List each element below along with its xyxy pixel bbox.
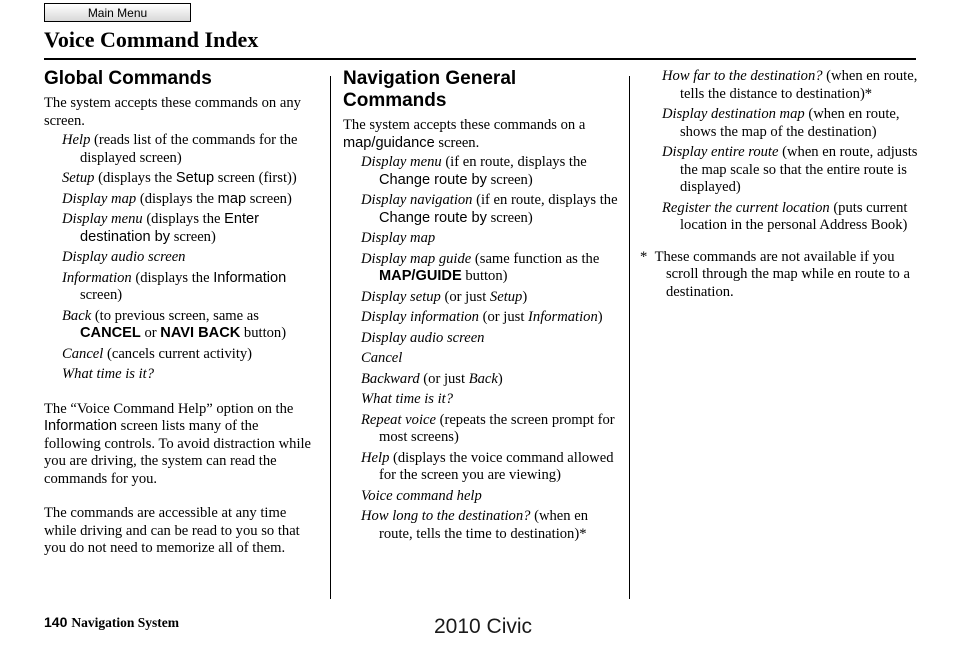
command-entry: Cancel (cancels current activity): [62, 345, 253, 362]
command-entry: Repeat voice (repeats the screen prompt for most screens): [361, 411, 615, 445]
column-divider: [330, 76, 331, 599]
global-commands-heading: Global Commands: [44, 68, 212, 89]
page-footer: [44, 614, 179, 632]
main-menu-button[interactable]: Main Menu: [44, 3, 191, 22]
command-entry: Display audio screen: [361, 329, 485, 346]
command-entry: How far to the destination? (when en route, tells the distance to destination)*: [662, 68, 918, 102]
command-entry: Display destination map (when en route, shows the map of the destination): [662, 106, 900, 140]
command-entry: Back (to previous screen, same as CANCEL or NAVI BACK button): [62, 307, 287, 341]
page-title: Voice Command Index: [44, 27, 259, 52]
navigation-commands-continued-column: [634, 68, 918, 301]
global-commands-column: [44, 68, 316, 558]
command-entry: Backward (or just Back): [361, 370, 503, 387]
command-entry: Display setup (or just Setup): [361, 288, 528, 305]
command-entry: Display information (or just Information): [361, 309, 603, 325]
command-entry: Display audio screen: [62, 249, 186, 265]
command-entry: Display map (displays the map screen): [62, 190, 292, 207]
title-rule: [44, 58, 916, 60]
command-entry: Help (reads list of the commands for the displayed screen): [62, 132, 298, 166]
command-entry: Display map: [361, 230, 436, 246]
voice-help-paragraph: The “Voice Command Help” option on the Information screen lists many of the following controls. To avoid distraction while you are driving, the system can read the commands for you.: [44, 400, 312, 487]
command-entry: How long to the destination? (when en route, tells the time to destination)*: [361, 508, 588, 542]
navigation-commands-heading: Navigation General Commands: [343, 68, 517, 111]
command-entry: What time is it?: [62, 366, 155, 382]
command-entry: Display navigation (if en route, displays the Change route by screen): [361, 192, 618, 226]
command-entry: Voice command help: [361, 487, 482, 504]
navigation-commands-column: [343, 68, 619, 546]
command-entry: Display menu (if en route, displays the Change route by screen): [361, 154, 587, 188]
command-entry: What time is it?: [361, 391, 454, 407]
footnote: * These commands are not available if you scroll through the map while en route to a destination.: [640, 248, 910, 300]
section-name: Navigation System: [71, 615, 179, 630]
command-entry: Cancel: [361, 350, 403, 366]
command-entry: Display entire route (when en route, adjusts the map scale so that the entire route is displayed): [662, 144, 918, 195]
accessibility-paragraph: The commands are accessible at any time while driving and can be read to you so that you do not need to memorize all of them.: [44, 505, 300, 556]
global-commands-intro: The system accepts these commands on any screen.: [44, 95, 301, 129]
command-entry: Setup (displays the Setup screen (first)): [62, 170, 297, 186]
page-number: 140: [44, 614, 68, 630]
watermark: 2010 Civic: [434, 615, 533, 638]
command-entry: Register the current location (puts current location in the personal Address Book): [662, 199, 908, 233]
command-entry: Information (displays the Information screen): [62, 269, 287, 303]
command-entry: Help (displays the voice command allowed for the screen you are viewing): [361, 449, 614, 483]
column-divider: [629, 76, 630, 599]
command-entry: Display map guide (same function as the MAP/GUIDE button): [361, 250, 600, 284]
command-entry: Display menu (displays the Enter destination by screen): [62, 211, 260, 245]
navigation-commands-intro: The system accepts these commands on a map/guidance screen.: [343, 117, 586, 151]
